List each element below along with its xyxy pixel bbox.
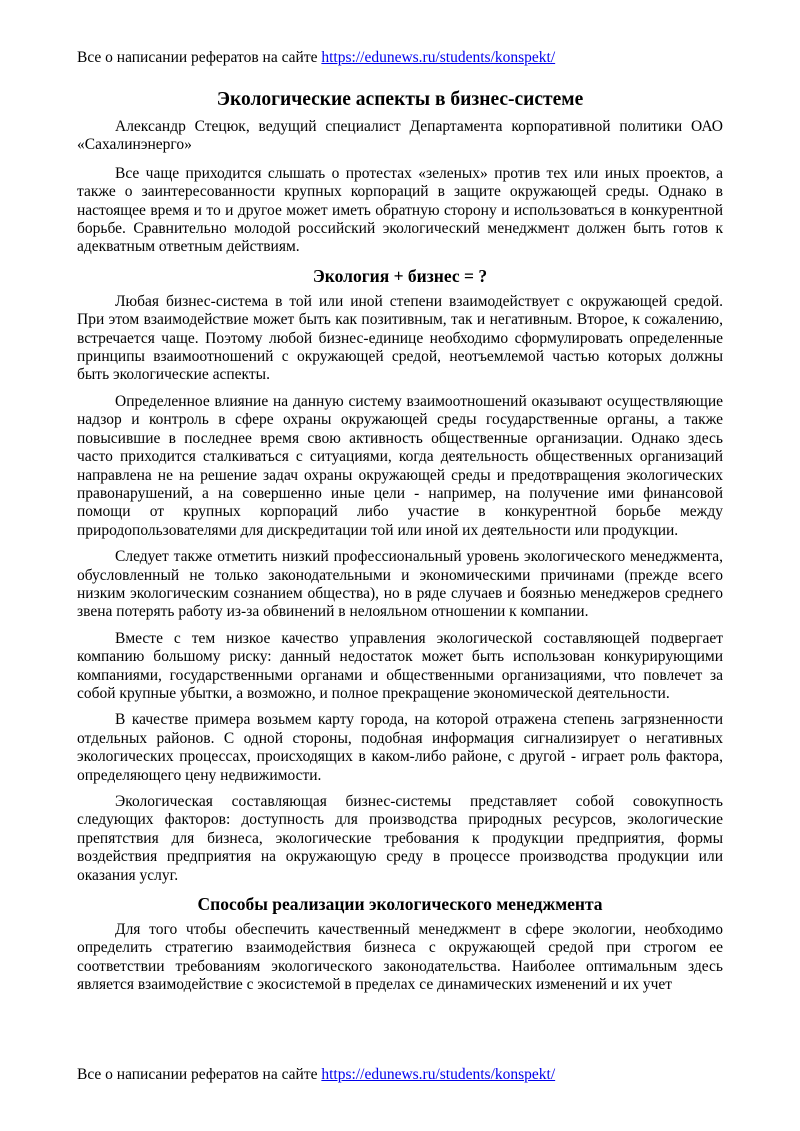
footer-text: Все о написании рефератов на сайте — [77, 1066, 322, 1083]
paragraph: Определенное влияние на данную систему взаимоотношений оказывают осуществляющие надзор и контроль в сфере охраны окружающей среды государственные органы, а также повысившие в последнее время свою активность общественные организации. Однако здесь часто приходится сталкиваться с ситуациями, когда деятельность общественных организаций направлена не на решение задач охраны окружающей среды и предотвращения экологических правонарушений, а на совершенно иные цели - например, на получение ими финансовой помощи от крупных корпораций либо участие в конкурентной борьбе между природопользователями для дискредитации той или иной их деятельности или продукции. — [77, 392, 723, 539]
document-body — [77, 84, 723, 1003]
footer-link[interactable]: https://edunews.ru/students/konspekt/ — [321, 1066, 556, 1083]
page-header — [77, 49, 555, 67]
paragraph: Для того чтобы обеспечить качественный менеджмент в сфере экологии, необходимо определить стратегию взаимодействия бизнеса с окружающей средой при строгом ее соответствии требованиям экологического законодательства. Наиболее оптимальным здесь является взаимодействие с экосистемой в пределах се динамических изменений и их учет — [77, 921, 723, 994]
author-line: Александр Стецюк, ведущий специалист Департамента корпоративной политики ОАО «Сахалинэнерго» — [77, 118, 723, 154]
paragraph: Экологическая составляющая бизнес-системы представляет собой совокупность следующих факторов: доступность для производства природных ресурсов, экологические препятствия для бизнеса, экологические требования к продукции предприятия, формы воздействия предприятия на окружающую среду в процессе производства продукции или оказания услуг. — [77, 793, 723, 884]
paragraph: В качестве примера возьмем карту города, на которой отражена степень загрязненности отдельных районов. С одной стороны, подобная информация сигнализирует о негативных экологических процессах, происходящих в каком-либо районе, с другой - играет роль фактора, определяющего цену недвижимости. — [77, 711, 723, 784]
document-title: Экологические аспекты в бизнес-системе — [216, 89, 584, 110]
intro-paragraph: Все чаще приходится слышать о протестах «зеленых» против тех или иных проектов, а также о заинтересованности крупных корпораций в защите окружающей среды. Однако в настоящее время и то и другое может иметь обратную сторону и использоваться в конкурентной борьбе. Сравнительно молодой российский экологический менеджмент должен быть готов к адекватным ответным действиям. — [77, 164, 723, 256]
paragraph: Вместе с тем низкое качество управления экологической составляющей подвергает компанию большому риску: данный недостаток может быть использован конкурирующими компаниями, государственными органами и общественными организациями, что повлечет за собой крупные убытки, а возможно, и полное прекращение экономической деятельности. — [77, 629, 723, 702]
section-heading-ecology-business: Экология + бизнес = ? — [312, 265, 488, 286]
section-heading-management-methods: Способы реализации экологического менеджмента — [197, 894, 603, 915]
paragraph: Следует также отметить низкий профессиональный уровень экологического менеджмента, обусловленный не только законодательными и экономическими причинами (прежде всего низким экологическим сознанием общества), но в ряде случаев и боязнью менеджеров среднего звена потерять работу из-за обвинений в нелояльном отношении к компании. — [77, 548, 723, 621]
header-text: Все о написании рефератов на сайте — [77, 49, 322, 66]
header-link[interactable]: https://edunews.ru/students/konspekt/ — [321, 49, 556, 66]
paragraph: Любая бизнес-система в той или иной степени взаимодействует с окружающей средой. При этом взаимодействие может быть как позитивным, так и негативным. Второе, к сожалению, встречается чаще. Поэтому любой бизнес-единице необходимо сформулировать определенные принципы взаимоотношений с окружающей средой, неотъемлемой частью которых должны быть экологические аспекты. — [77, 292, 723, 384]
page-footer — [77, 1066, 555, 1084]
